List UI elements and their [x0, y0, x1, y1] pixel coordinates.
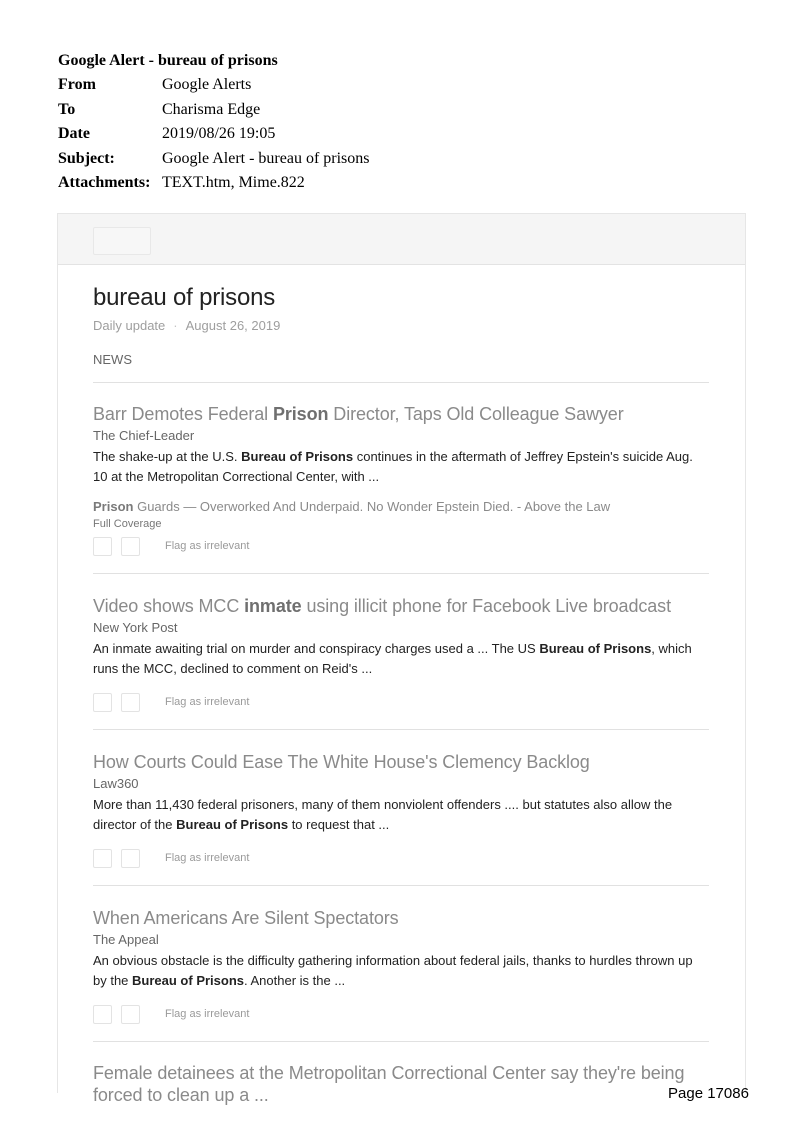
update-date: August 26, 2019 [185, 318, 281, 333]
email-header [58, 49, 370, 196]
flag-irrelevant-link[interactable]: Flag as irrelevant [165, 852, 250, 864]
headline-keyword: Prison [272, 404, 329, 424]
update-line [93, 318, 709, 334]
share-icon[interactable] [121, 849, 140, 868]
article-actions [93, 848, 709, 868]
header-row-to [58, 98, 370, 123]
alert-content [93, 265, 709, 1106]
snippet-text: The shake-up at the U.S. [93, 449, 242, 464]
header-value: 2019/08/26 19:05 [162, 125, 276, 142]
headline-text: Barr Demotes Federal [93, 404, 273, 424]
header-key: Date [58, 125, 90, 142]
share-icon[interactable] [121, 1005, 140, 1024]
google-logo-placeholder [93, 227, 151, 255]
headline-text: using illicit phone for Facebook Live broadcast [301, 596, 671, 616]
headline-text: Female detainees at the Metropolitan Correctional Center say they're being forced to clean up a ... [93, 1063, 685, 1105]
header-value: Google Alerts [162, 76, 252, 93]
article-snippet [93, 951, 709, 991]
share-icon[interactable] [93, 849, 112, 868]
share-icon[interactable] [93, 693, 112, 712]
article-headline-link[interactable] [93, 751, 709, 773]
update-frequency: Daily update [93, 318, 166, 333]
news-article [93, 595, 709, 712]
header-value: Charisma Edge [162, 100, 261, 118]
article-snippet [93, 639, 709, 679]
header-row-subject [58, 147, 370, 172]
header-key: Attachments: [58, 174, 151, 191]
article-actions [93, 692, 709, 712]
divider [93, 1041, 709, 1042]
snippet-keyword: Bureau of Prisons [539, 641, 652, 656]
article-headline-link[interactable] [93, 907, 709, 929]
share-icon[interactable] [121, 537, 140, 556]
article-actions [93, 536, 709, 556]
snippet-keyword: Bureau of Prisons [241, 449, 354, 464]
snippet-text: to request that ... [288, 817, 390, 832]
header-value: TEXT.htm, Mime.822 [162, 174, 305, 191]
news-article [93, 403, 709, 556]
header-key: From [58, 76, 96, 93]
flag-irrelevant-link[interactable]: Flag as irrelevant [165, 1008, 250, 1020]
full-coverage-link[interactable]: Full Coverage [93, 518, 162, 530]
article-headline-link[interactable] [93, 403, 709, 425]
snippet-text: An obvious obstacle is the difficulty gathering information about federal jails, thanks to hurdles thrown up by the [93, 953, 693, 988]
headline-text: Video shows MCC [93, 596, 245, 616]
email-title: Google Alert - bureau of prisons [58, 52, 278, 69]
divider [93, 573, 709, 574]
header-value: Google Alert - bureau of prisons [162, 149, 370, 167]
snippet-text: , which runs the MCC, declined to comment on Reid's ... [93, 641, 692, 676]
snippet-text: . Another is the ... [244, 973, 346, 988]
article-source: The Chief-Leader [93, 428, 195, 443]
headline-text: How Courts Could Ease The White House's Clemency Backlog [93, 752, 590, 772]
header-key: To [58, 100, 76, 118]
share-icon[interactable] [93, 1005, 112, 1024]
related-article-link[interactable] [93, 499, 709, 515]
headline-text: Director, Taps Old Colleague Sawyer [328, 404, 624, 424]
share-icon[interactable] [93, 537, 112, 556]
article-snippet [93, 795, 709, 835]
header-row-from [58, 73, 370, 98]
article-headline-link[interactable] [93, 1062, 709, 1106]
article-source: The Appeal [93, 932, 159, 947]
alert-title: bureau of prisons [93, 284, 276, 311]
headline-keyword: inmate [244, 596, 302, 616]
article-source: New York Post [93, 620, 178, 635]
section-label-news: NEWS [93, 352, 132, 367]
snippet-text: continues in the aftermath of Jeffrey Epstein's suicide Aug. 10 at the Metropolitan Correctional Center, with ... [93, 449, 693, 484]
news-article [93, 751, 709, 868]
news-article [93, 1062, 709, 1106]
snippet-keyword: Bureau of Prisons [176, 817, 289, 832]
header-key: Subject: [58, 149, 115, 167]
related-text: Guards — Overworked And Underpaid. No Wonder Epstein Died. - Above the Law [133, 499, 611, 514]
news-article [93, 907, 709, 1024]
headline-text: When Americans Are Silent Spectators [93, 908, 399, 928]
article-source: Law360 [93, 776, 139, 791]
article-headline-link[interactable] [93, 595, 709, 617]
separator-dot: · [173, 318, 178, 333]
article-actions [93, 1004, 709, 1024]
header-row-attachments [58, 171, 370, 196]
snippet-text: More than 11,430 federal prisoners, many of them nonviolent offenders .... but statutes also allow the director of the [93, 797, 673, 832]
divider [93, 885, 709, 886]
article-snippet [93, 447, 709, 487]
header-row-date [58, 122, 370, 147]
related-keyword: Prison [93, 499, 134, 514]
divider [93, 729, 709, 730]
snippet-keyword: Bureau of Prisons [132, 973, 244, 988]
flag-irrelevant-link[interactable]: Flag as irrelevant [165, 696, 250, 708]
divider [93, 382, 709, 383]
share-icon[interactable] [121, 693, 140, 712]
page-number: Page 17086 [668, 1085, 749, 1102]
alert-header-bar [58, 214, 745, 265]
snippet-text: An inmate awaiting trial on murder and conspiracy charges used a ... The US [93, 641, 540, 656]
flag-irrelevant-link[interactable]: Flag as irrelevant [165, 540, 250, 552]
